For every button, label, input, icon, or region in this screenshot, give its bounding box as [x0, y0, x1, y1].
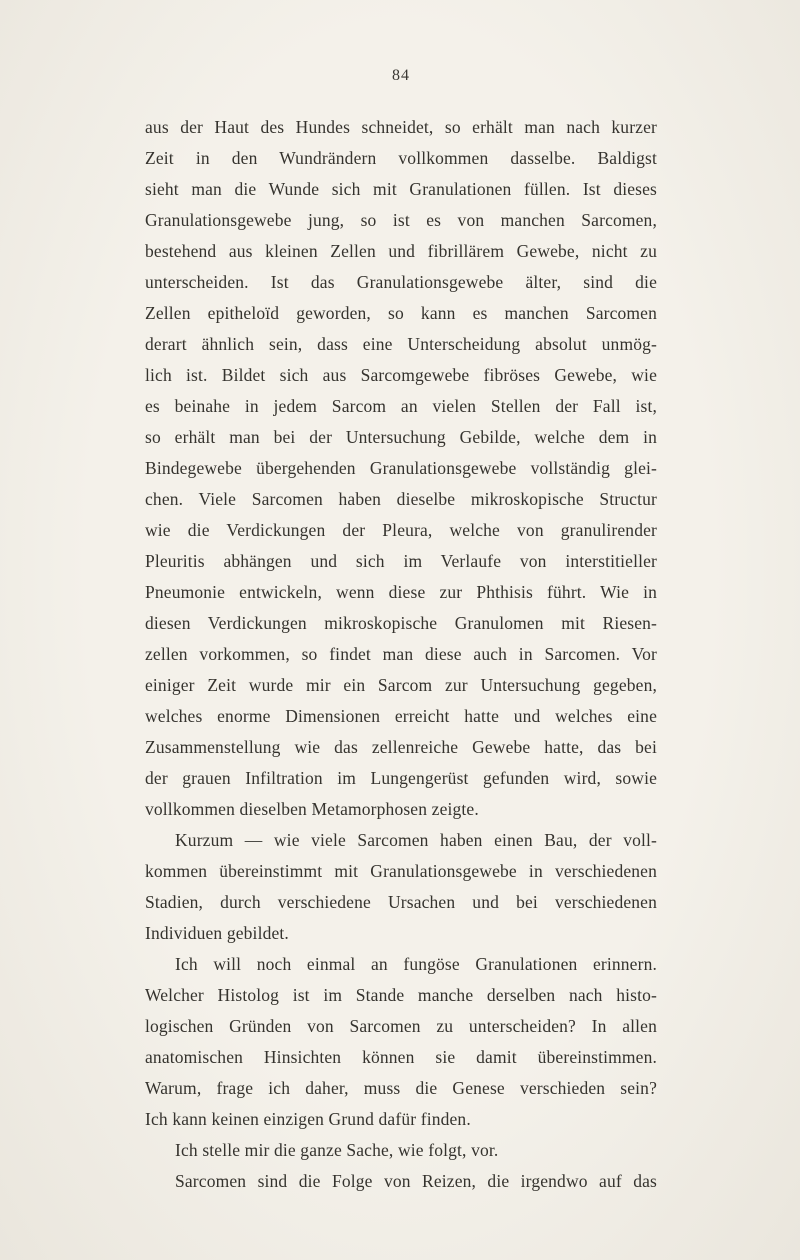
paragraph: [145, 112, 657, 825]
text-line: Sarcomen sind die Folge von Reizen, die irgendwo auf das: [175, 1171, 657, 1191]
text-line: Zusammenstellung wie das zellenreiche Gewebe hatte, das bei: [145, 737, 657, 757]
text-line: Ich kann keinen einzigen Grund dafür finden.: [145, 1109, 471, 1129]
text-line: chen. Viele Sarcomen haben dieselbe mikroskopische Structur: [145, 489, 657, 509]
text-line: aus der Haut des Hundes schneidet, so erhält man nach kurzer: [145, 117, 657, 137]
text-line: Ich will noch einmal an fungöse Granulationen erinnern.: [175, 954, 657, 974]
text-line: Granulationsgewebe jung, so ist es von manchen Sarcomen,: [145, 210, 657, 230]
text-line: zellen vorkommen, so findet man diese auch in Sarcomen. Vor: [145, 644, 657, 664]
text-line: Zeit in den Wundrändern vollkommen dasselbe. Baldigst: [145, 148, 657, 168]
text-line: wie die Verdickungen der Pleura, welche von granulirender: [145, 520, 657, 540]
text-line: Stadien, durch verschiedene Ursachen und bei verschiedenen: [145, 892, 657, 912]
page-paragraphs: [145, 112, 657, 1197]
text-line: Pleuritis abhängen und sich im Verlaufe von interstitieller: [145, 551, 657, 571]
paragraph: [145, 1166, 657, 1197]
paragraph: [145, 825, 657, 949]
text-line: diesen Verdickungen mikroskopische Granulomen mit Riesen-: [145, 613, 657, 633]
text-line: kommen übereinstimmt mit Granulationsgewebe in verschiedenen: [145, 861, 657, 881]
text-line: Welcher Histolog ist im Stande manche derselben nach histo-: [145, 985, 657, 1005]
text-line: sieht man die Wunde sich mit Granulationen füllen. Ist dieses: [145, 179, 657, 199]
text-line: es beinahe in jedem Sarcom an vielen Stellen der Fall ist,: [145, 396, 657, 416]
book-page: [145, 66, 657, 1197]
paragraph: [145, 1135, 657, 1166]
text-line: welches enorme Dimensionen erreicht hatte und welches eine: [145, 706, 657, 726]
text-line: Individuen gebildet.: [145, 923, 289, 943]
text-line: Zellen epitheloïd geworden, so kann es manchen Sarcomen: [145, 303, 657, 323]
text-line: Kurzum — wie viele Sarcomen haben einen Bau, der voll-: [175, 830, 657, 850]
paragraph: [145, 949, 657, 1135]
text-line: logischen Gründen von Sarcomen zu unterscheiden? In allen: [145, 1016, 657, 1036]
text-line: anatomischen Hinsichten können sie damit übereinstimmen.: [145, 1047, 657, 1067]
text-line: der grauen Infiltration im Lungengerüst gefunden wird, sowie: [145, 768, 657, 788]
page-number: 84: [392, 67, 410, 84]
text-line: Bindegewebe übergehenden Granulationsgewebe vollständig glei-: [145, 458, 657, 478]
text-line: unterscheiden. Ist das Granulationsgewebe älter, sind die: [145, 272, 657, 292]
text-line: lich ist. Bildet sich aus Sarcomgewebe fibröses Gewebe, wie: [145, 365, 657, 385]
text-line: Ich stelle mir die ganze Sache, wie folgt, vor.: [175, 1140, 499, 1160]
text-line: derart ähnlich sein, dass eine Unterscheidung absolut unmög-: [145, 334, 657, 354]
text-line: Pneumonie entwickeln, wenn diese zur Phthisis führt. Wie in: [145, 582, 657, 602]
text-line: vollkommen dieselben Metamorphosen zeigte.: [145, 799, 479, 819]
text-line: so erhält man bei der Untersuchung Gebilde, welche dem in: [145, 427, 657, 447]
text-line: bestehend aus kleinen Zellen und fibrillärem Gewebe, nicht zu: [145, 241, 657, 261]
text-line: einiger Zeit wurde mir ein Sarcom zur Untersuchung gegeben,: [145, 675, 657, 695]
text-line: Warum, frage ich daher, muss die Genese verschieden sein?: [145, 1078, 657, 1098]
